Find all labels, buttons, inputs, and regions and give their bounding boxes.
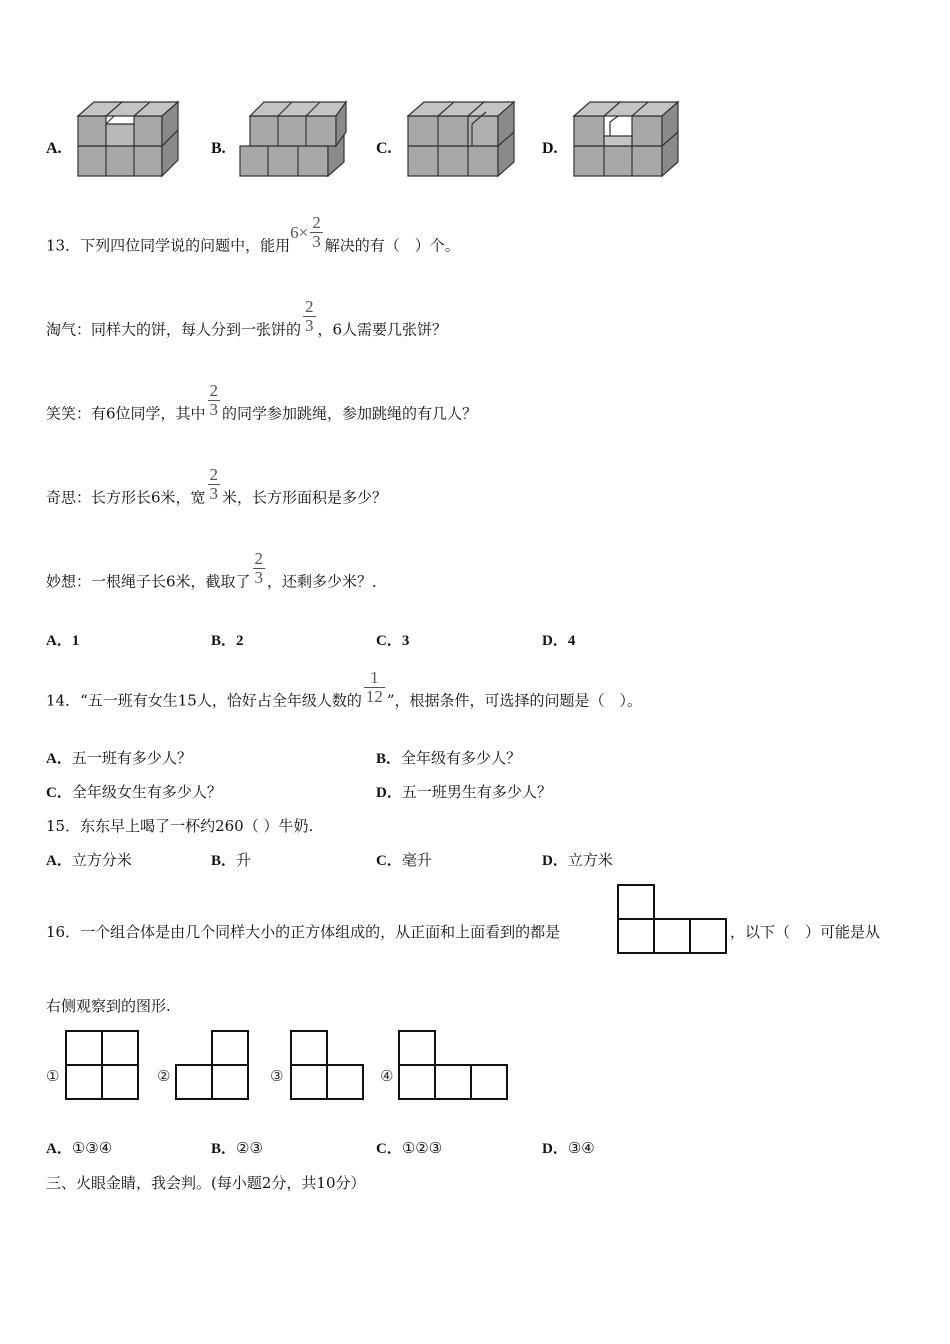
q12-option-d-figure (572, 100, 682, 180)
q14-option-c[interactable]: C．全年级女生有多少人？ (46, 783, 222, 801)
q16-option-d[interactable]: D．③④ (542, 1139, 595, 1157)
q14-fraction: $\frac{1}{12}$ (365, 668, 383, 706)
q13-text-before: 下列四位同学说的问题中，能用 (80, 236, 291, 255)
q16-figure-4-label: ④ (380, 1067, 394, 1085)
q12-option-a-figure (76, 100, 184, 180)
q16-question-before (46, 922, 560, 942)
q13-statement-1: 淘气：同样大的饼，每人分到一张饼的 $\frac{2}{3}$ ，6人需要几张饼？ (46, 297, 448, 339)
q15-question (46, 816, 313, 836)
q12-option-b-label: B. (211, 140, 226, 157)
q13-text-after: 解决的有（ ）个。 (324, 236, 460, 255)
q15-option-c[interactable]: C．毫升 (376, 851, 432, 869)
q16-figure-3 (290, 1030, 365, 1100)
q14-text-after: ”，根据条件，可选择的问题是（ ）。 (386, 691, 643, 710)
q14-option-d[interactable]: D．五一班男生有多少人？ (376, 783, 552, 801)
q16-figure-1 (65, 1030, 140, 1100)
q16-text-before: 一个组合体是由几个同样大小的正方体组成的，从正面和上面看到的都是 (80, 923, 561, 941)
q15-number: 15． (46, 817, 81, 835)
q13-option-b[interactable]: B．2 (211, 633, 244, 649)
q16-question-line2: 右侧观察到的图形. (46, 997, 171, 1015)
q13-statement-1-fraction: $\frac{2}{3}$ (305, 297, 314, 335)
q13-expr-left: 6× (290, 222, 309, 242)
q14-question (46, 668, 643, 720)
q14-text-before: “五一班有女生15人，恰好占全年级人数的 (80, 691, 362, 710)
q16-figure-1-label: ① (46, 1067, 60, 1085)
q16-number: 16． (46, 923, 81, 941)
q13-option-d[interactable]: D．4 (542, 633, 576, 649)
q16-figure-2-label: ② (157, 1067, 171, 1085)
q15-text: 东东早上喝了一杯约260（ ）牛奶. (80, 817, 314, 835)
q13-expr-fraction: $\frac{2}{3}$ (312, 213, 321, 251)
q13-option-c[interactable]: C．3 (376, 633, 410, 649)
section-3-title: 三、火眼金睛，我会判。(每小题2分，共10分） (46, 1174, 366, 1192)
q16-figure-3-label: ③ (270, 1067, 284, 1085)
q15-option-d[interactable]: D．立方米 (542, 851, 613, 869)
q16-text-after: ，以下（ ）可能是从 (730, 923, 881, 941)
q15-option-b[interactable]: B．升 (211, 851, 252, 869)
q13-statement-2-fraction: $\frac{2}{3}$ (209, 381, 219, 419)
q12-option-b-figure (238, 100, 350, 180)
q16-option-c[interactable]: C．①②③ (376, 1139, 443, 1157)
q14-option-a[interactable]: A．五一班有多少人？ (46, 749, 192, 767)
q16-option-b[interactable]: B．②③ (211, 1139, 263, 1157)
q13-statement-3: 奇思：长方形长6米，宽 $\frac{2}{3}$ 米，长方形面积是多少？ (46, 465, 388, 507)
q12-option-a-label: A. (46, 140, 62, 157)
q12-option-d-label: D. (542, 140, 558, 157)
q16-figure-2 (175, 1030, 250, 1100)
q16-option-a[interactable]: A．①③④ (46, 1139, 113, 1157)
q13-option-a[interactable]: A．1 (46, 633, 80, 649)
q13-statement-2: 笑笑：有6位同学，其中 $\frac{2}{3}$ 的同学参加跳绳，参加跳绳的有几人？ (46, 381, 478, 423)
q14-number: 14． (46, 691, 81, 710)
q13-statement-4: 妙想：一根绳子长6米，截取了 $\frac{2}{3}$ ，还剩多少米？． (46, 549, 388, 591)
q12-option-c-label: C. (376, 140, 392, 157)
q16-figure-4 (398, 1030, 510, 1100)
q13-question (46, 213, 460, 265)
q14-option-b[interactable]: B．全年级有多少人？ (376, 749, 522, 767)
q15-option-a[interactable]: A．立方分米 (46, 851, 132, 869)
q13-statement-3-fraction: $\frac{2}{3}$ (209, 465, 219, 503)
q13-number: 13． (46, 236, 81, 255)
q13-statement-4-fraction: $\frac{2}{3}$ (254, 549, 264, 587)
q16-view-figure (617, 884, 727, 954)
q12-option-c-figure (406, 98, 518, 180)
